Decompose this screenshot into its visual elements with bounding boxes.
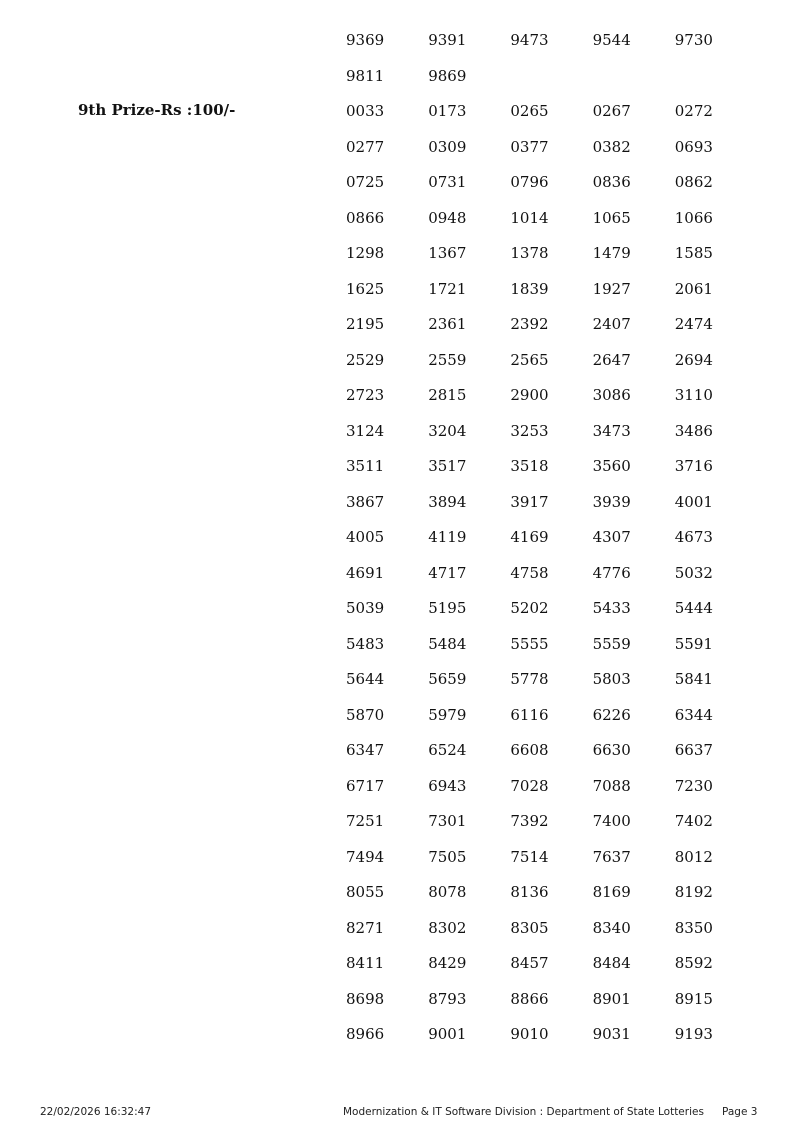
ticket-number: 6637 (674, 741, 713, 759)
ticket-number: 5659 (428, 670, 467, 688)
ticket-number: 7251 (346, 812, 385, 830)
number-row (346, 457, 757, 493)
ticket-number: 5202 (510, 599, 549, 617)
ticket-number: 7505 (428, 847, 467, 866)
ticket-number: 4169 (510, 528, 549, 546)
ticket-number: 2647 (592, 350, 631, 369)
ticket-number: 7402 (674, 812, 713, 830)
ticket-number: 2361 (428, 315, 467, 333)
prize-label: 9th Prize-Rs :100/- (78, 101, 236, 119)
ticket-number: 1839 (510, 279, 549, 298)
ticket-number: 2407 (592, 315, 631, 333)
number-row (346, 812, 757, 848)
ticket-number: 5039 (346, 599, 385, 617)
ticket-number: 3894 (428, 492, 467, 511)
ticket-number: 4673 (674, 528, 713, 546)
ticket-number: 3486 (674, 421, 713, 440)
ticket-number: 8866 (510, 989, 549, 1008)
number-row (346, 244, 757, 280)
ticket-number: 6717 (346, 776, 385, 795)
number-row (346, 31, 757, 67)
ticket-number: 9473 (510, 31, 549, 49)
number-row (346, 919, 757, 955)
ticket-number: 4776 (592, 563, 631, 582)
number-row (346, 422, 757, 458)
ticket-number: 7028 (510, 776, 549, 795)
ticket-number: 9001 (428, 1025, 467, 1043)
ticket-number: 8411 (346, 954, 385, 972)
ticket-number: 8192 (674, 883, 713, 901)
number-row (346, 173, 757, 209)
ticket-number: 5195 (428, 599, 467, 617)
ticket-number: 1066 (674, 208, 713, 227)
ticket-number: 4005 (346, 528, 385, 546)
footer-page-number: Page 3 (722, 1106, 758, 1118)
ticket-number: 2815 (428, 386, 467, 404)
ticket-number: 7514 (510, 847, 549, 866)
ticket-number: 0731 (428, 173, 467, 191)
ticket-number: 0272 (674, 102, 713, 120)
number-row (346, 351, 757, 387)
number-row (346, 706, 757, 742)
footer-datetime: 22/02/2026 16:32:47 (40, 1106, 152, 1118)
number-row (346, 599, 757, 635)
number-row (346, 1025, 757, 1061)
ticket-number: 4691 (346, 563, 385, 582)
ticket-number: 8429 (428, 954, 467, 972)
ticket-number: 7392 (510, 812, 549, 830)
number-row (346, 528, 757, 564)
ticket-number: 3716 (674, 457, 713, 475)
number-row (346, 741, 757, 777)
ticket-number: 0836 (592, 173, 631, 191)
ticket-number: 5778 (510, 670, 549, 688)
ticket-number: 5484 (428, 634, 467, 653)
ticket-number: 8078 (428, 883, 467, 901)
ticket-number: 8305 (510, 918, 549, 937)
ticket-number: 9811 (346, 66, 385, 85)
number-row (346, 280, 757, 316)
ticket-number: 8136 (510, 883, 549, 901)
ticket-number: 1014 (510, 208, 549, 227)
ticket-number: 5870 (346, 705, 385, 724)
ticket-number: 2900 (510, 386, 549, 404)
number-row (346, 954, 757, 990)
ticket-number: 8484 (592, 954, 631, 972)
ticket-number: 3917 (510, 492, 549, 511)
ticket-number: 6347 (346, 741, 385, 759)
number-row (346, 990, 757, 1026)
ticket-number: 6116 (510, 705, 549, 724)
ticket-number: 2195 (346, 315, 385, 333)
ticket-number: 9010 (510, 1025, 549, 1043)
ticket-number: 1298 (346, 244, 385, 262)
number-row (346, 670, 757, 706)
ticket-number: 0862 (674, 173, 713, 191)
ticket-number: 0725 (346, 173, 385, 191)
ticket-number: 6630 (592, 741, 631, 759)
ticket-number: 3518 (510, 457, 549, 475)
ticket-number: 9869 (428, 66, 467, 85)
ticket-number: 3473 (592, 421, 631, 440)
ticket-number: 3517 (428, 457, 467, 475)
ticket-number: 2723 (346, 386, 385, 404)
ticket-number: 8350 (674, 918, 713, 937)
ticket-number: 2565 (510, 350, 549, 369)
ticket-number: 3086 (592, 386, 631, 404)
ticket-number: 9730 (674, 31, 713, 49)
ticket-number: 3511 (346, 457, 385, 475)
ticket-number: 9193 (674, 1025, 713, 1043)
ticket-number: 7088 (592, 776, 631, 795)
ticket-number: 3560 (592, 457, 631, 475)
number-grid (346, 31, 757, 1061)
ticket-number: 8457 (510, 954, 549, 972)
ticket-number: 9544 (592, 31, 631, 49)
number-row (346, 315, 757, 351)
number-row (346, 883, 757, 919)
ticket-number: 8169 (592, 883, 631, 901)
ticket-number: 0693 (674, 137, 713, 156)
ticket-number: 7400 (592, 812, 631, 830)
ticket-number: 8271 (346, 918, 385, 937)
ticket-number: 9369 (346, 31, 385, 49)
ticket-number: 5555 (510, 634, 549, 653)
number-row (346, 564, 757, 600)
ticket-number: 0796 (510, 173, 549, 191)
ticket-number: 4758 (510, 563, 549, 582)
ticket-number: 6524 (428, 741, 467, 759)
ticket-number: 2474 (674, 315, 713, 333)
ticket-number: 8012 (674, 847, 713, 866)
ticket-number: 8302 (428, 918, 467, 937)
ticket-number: 8698 (346, 989, 385, 1008)
ticket-number: 5591 (674, 634, 713, 653)
ticket-number: 0866 (346, 208, 385, 227)
ticket-number: 5444 (674, 599, 713, 617)
ticket-number: 8915 (674, 989, 713, 1008)
footer-organization: Modernization & IT Software Division : Department of State Lotteries (343, 1106, 704, 1118)
ticket-number: 3124 (346, 421, 385, 440)
ticket-number: 0267 (592, 102, 631, 120)
ticket-number: 5841 (674, 670, 713, 688)
ticket-number: 1367 (428, 244, 467, 262)
number-row (346, 67, 757, 103)
number-row (346, 102, 757, 138)
ticket-number: 4001 (674, 492, 713, 511)
number-row (346, 777, 757, 813)
ticket-number: 9391 (428, 31, 467, 49)
ticket-number: 3253 (510, 421, 549, 440)
ticket-number: 7494 (346, 847, 385, 866)
ticket-number: 1585 (674, 244, 713, 262)
ticket-number: 0948 (428, 208, 467, 227)
ticket-number: 9031 (592, 1025, 631, 1043)
ticket-number: 3867 (346, 492, 385, 511)
number-row (346, 138, 757, 174)
ticket-number: 2529 (346, 350, 385, 369)
ticket-number: 4307 (592, 528, 631, 546)
ticket-number: 1721 (428, 279, 467, 298)
number-row (346, 493, 757, 529)
ticket-number: 1927 (592, 279, 631, 298)
ticket-number: 3939 (592, 492, 631, 511)
ticket-number: 7637 (592, 847, 631, 866)
ticket-number: 1065 (592, 208, 631, 227)
ticket-number: 1378 (510, 244, 549, 262)
ticket-number: 2061 (674, 279, 713, 298)
ticket-number: 0033 (346, 102, 385, 120)
ticket-number: 5433 (592, 599, 631, 617)
ticket-number: 8966 (346, 1025, 385, 1043)
ticket-number: 3204 (428, 421, 467, 440)
ticket-number: 0377 (510, 137, 549, 156)
number-row (346, 209, 757, 245)
ticket-number: 6226 (592, 705, 631, 724)
ticket-number: 8055 (346, 883, 385, 901)
number-row (346, 848, 757, 884)
ticket-number: 5483 (346, 634, 385, 653)
ticket-number: 4717 (428, 563, 467, 582)
ticket-number: 5032 (674, 563, 713, 582)
ticket-number: 6608 (510, 741, 549, 759)
ticket-number: 2559 (428, 350, 467, 369)
ticket-number: 8592 (674, 954, 713, 972)
ticket-number: 0277 (346, 137, 385, 156)
number-row (346, 635, 757, 671)
ticket-number: 5559 (592, 634, 631, 653)
ticket-number: 8901 (592, 989, 631, 1008)
ticket-number: 8793 (428, 989, 467, 1008)
ticket-number: 1625 (346, 279, 385, 298)
ticket-number: 0265 (510, 102, 549, 120)
ticket-number: 7301 (428, 812, 467, 830)
ticket-number: 4119 (428, 528, 467, 546)
ticket-number: 5979 (428, 705, 467, 724)
ticket-number: 1479 (592, 244, 631, 262)
ticket-number: 0309 (428, 137, 467, 156)
ticket-number: 2392 (510, 315, 549, 333)
ticket-number: 5644 (346, 670, 385, 688)
ticket-number: 7230 (674, 776, 713, 795)
ticket-number: 6943 (428, 776, 467, 795)
ticket-number: 0382 (592, 137, 631, 156)
ticket-number: 3110 (674, 386, 713, 404)
ticket-number: 2694 (674, 350, 713, 369)
number-row (346, 386, 757, 422)
ticket-number: 5803 (592, 670, 631, 688)
ticket-number: 8340 (592, 918, 631, 937)
ticket-number: 0173 (428, 102, 467, 120)
ticket-number: 6344 (674, 705, 713, 724)
